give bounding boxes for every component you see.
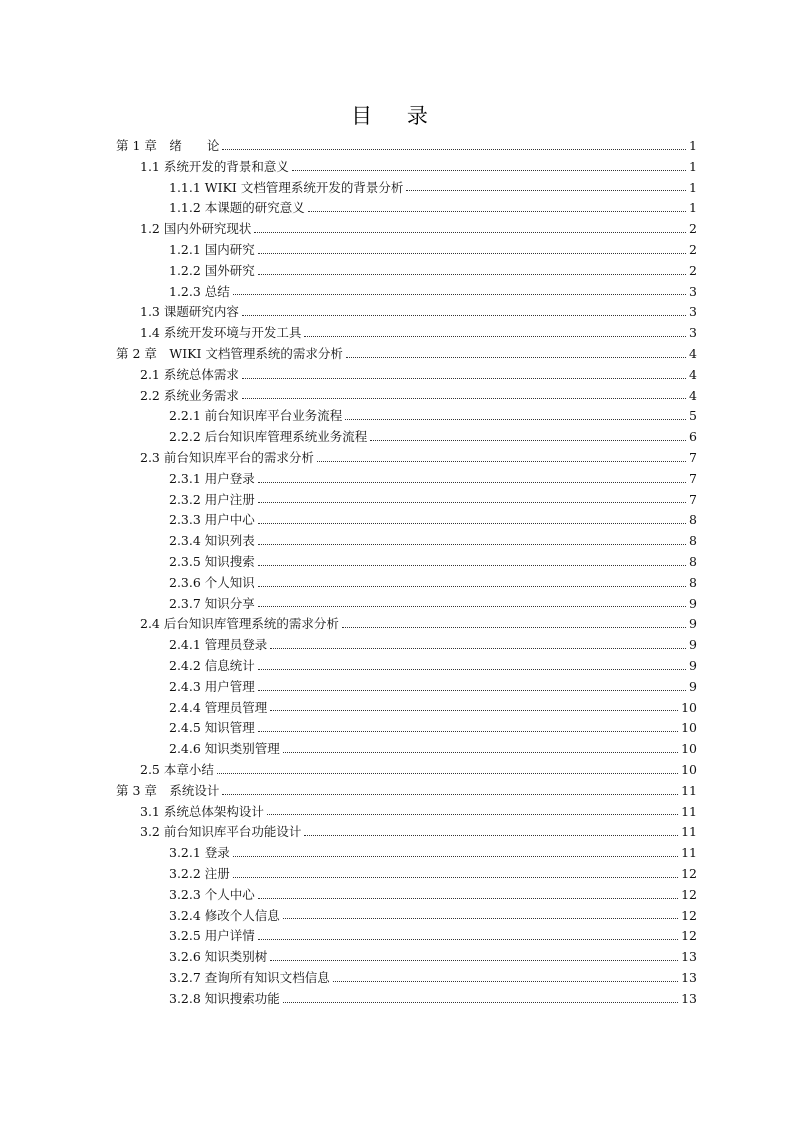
toc-entry-label: 3.2.6 知识类别树 bbox=[169, 949, 268, 965]
toc-entry-page: 8 bbox=[689, 574, 697, 590]
toc-leader-dots bbox=[258, 606, 686, 607]
toc-entry-page: 13 bbox=[681, 970, 697, 985]
toc-entry-page: 11 bbox=[681, 803, 697, 819]
toc-entry-page: 10 bbox=[681, 699, 697, 715]
toc-entry-label: 3.2.8 知识搜索功能 bbox=[169, 990, 280, 1006]
toc-leader-dots bbox=[270, 710, 678, 711]
toc-leader-dots bbox=[345, 419, 686, 420]
toc-entry-label: 2.3.4 知识列表 bbox=[169, 533, 255, 549]
toc-entry-label: 2.3.2 用户注册 bbox=[169, 491, 255, 507]
toc-leader-dots bbox=[258, 523, 686, 524]
toc-entry[interactable] bbox=[169, 261, 697, 282]
toc-entry-label: 3.2.5 用户详情 bbox=[169, 928, 255, 944]
toc-entry-label: 2.3.5 知识搜索 bbox=[169, 554, 255, 569]
toc-leader-dots bbox=[258, 939, 678, 940]
toc-entry-page: 4 bbox=[689, 346, 697, 361]
toc-entry-label: 2.3.6 个人知识 bbox=[169, 574, 255, 590]
toc-leader-dots bbox=[233, 856, 678, 857]
toc-entry-label: 2.3.1 用户登录 bbox=[169, 470, 255, 486]
toc-entry-label: 2.3.7 知识分享 bbox=[169, 595, 255, 611]
toc-entry[interactable] bbox=[169, 240, 697, 261]
toc-entry-page: 11 bbox=[681, 782, 697, 798]
toc-entry[interactable] bbox=[140, 323, 697, 344]
toc-leader-dots bbox=[333, 981, 678, 982]
toc-leader-dots bbox=[370, 440, 686, 441]
toc-entry-page: 9 bbox=[689, 616, 697, 632]
toc-entry[interactable] bbox=[169, 864, 697, 885]
toc-leader-dots bbox=[304, 336, 686, 337]
toc-leader-dots bbox=[222, 149, 686, 150]
toc-entry-page: 13 bbox=[681, 949, 697, 965]
toc-entry-label: 2.4.4 管理员管理 bbox=[169, 699, 268, 715]
toc-entry-page: 8 bbox=[689, 512, 697, 528]
toc-leader-dots bbox=[242, 315, 686, 316]
toc-entry-page: 4 bbox=[689, 366, 697, 382]
toc-entry[interactable] bbox=[169, 739, 697, 760]
toc-entry-label: 1.2.1 国内研究 bbox=[169, 242, 255, 257]
toc-entry-label: 2.4.1 管理员登录 bbox=[169, 637, 268, 653]
toc-entry-label: 1.2 国内外研究现状 bbox=[140, 221, 252, 237]
toc-entry[interactable] bbox=[116, 344, 697, 365]
toc-entry-label: 2.4.3 用户管理 bbox=[169, 678, 255, 694]
toc-entry[interactable] bbox=[116, 136, 697, 157]
toc-entry-page: 1 bbox=[689, 200, 697, 216]
toc-entry-label: 3.1 系统总体架构设计 bbox=[140, 803, 264, 819]
toc-leader-dots bbox=[283, 1002, 678, 1003]
toc-entry-label: 1.3 课题研究内容 bbox=[140, 304, 239, 320]
toc-entry[interactable] bbox=[169, 178, 697, 199]
toc-entry-page: 1 bbox=[689, 179, 697, 195]
toc-entry[interactable] bbox=[169, 885, 697, 906]
toc-entry[interactable] bbox=[169, 490, 697, 511]
toc-entry-label: 2.1 系统总体需求 bbox=[140, 366, 239, 382]
toc-entry-label: 3.2.1 登录 bbox=[169, 845, 230, 861]
toc-entry-label: 2.4.2 信息统计 bbox=[169, 658, 255, 673]
toc-entry-page: 6 bbox=[689, 429, 697, 445]
toc-leader-dots bbox=[258, 482, 686, 483]
toc-leader-dots bbox=[258, 690, 686, 691]
toc-leader-dots bbox=[406, 190, 686, 191]
toc-entry[interactable] bbox=[169, 947, 697, 968]
toc-entry-label: 3.2.4 修改个人信息 bbox=[169, 907, 280, 923]
toc-leader-dots bbox=[258, 565, 686, 566]
toc-leader-dots bbox=[292, 170, 686, 171]
toc-entry-label: 第 3 章 系统设计 bbox=[116, 782, 220, 798]
toc-entry-label: 1.2.2 国外研究 bbox=[169, 262, 255, 278]
toc-entry-page: 5 bbox=[689, 408, 697, 424]
toc-entry[interactable] bbox=[116, 781, 697, 802]
toc-leader-dots bbox=[254, 232, 686, 233]
toc-leader-dots bbox=[267, 814, 678, 815]
toc-entry-label: 1.4 系统开发环境与开发工具 bbox=[140, 325, 302, 341]
toc-entry-page: 10 bbox=[681, 741, 697, 757]
toc-entry[interactable] bbox=[169, 469, 697, 490]
toc-entry[interactable] bbox=[169, 656, 697, 677]
toc-entry[interactable] bbox=[169, 552, 697, 573]
toc-leader-dots bbox=[222, 794, 678, 795]
toc-entry-page: 9 bbox=[689, 678, 697, 694]
toc-entry-page: 1 bbox=[689, 138, 697, 153]
toc-leader-dots bbox=[233, 877, 678, 878]
toc-entry[interactable] bbox=[169, 989, 697, 1010]
toc-leader-dots bbox=[242, 378, 686, 379]
toc-entry-page: 1 bbox=[689, 158, 697, 174]
toc-entry[interactable] bbox=[140, 157, 697, 178]
toc-entry-page: 4 bbox=[689, 387, 697, 403]
toc-entry[interactable] bbox=[140, 760, 697, 781]
toc-entry[interactable] bbox=[169, 198, 697, 219]
toc-entry-page: 7 bbox=[689, 491, 697, 507]
toc-entry[interactable] bbox=[169, 573, 697, 594]
toc-entry-page: 2 bbox=[689, 262, 697, 278]
toc-entry-label: 2.5 本章小结 bbox=[140, 762, 214, 777]
toc-leader-dots bbox=[283, 918, 678, 919]
toc-entry[interactable] bbox=[169, 906, 697, 927]
toc-entry-label: 3.2.2 注册 bbox=[169, 866, 230, 881]
toc-entry-page: 9 bbox=[689, 595, 697, 611]
toc-entry-label: 2.4.6 知识类别管理 bbox=[169, 741, 280, 757]
toc-entry-label: 2.4 后台知识库管理系统的需求分析 bbox=[140, 616, 339, 632]
toc-entry[interactable] bbox=[169, 718, 697, 739]
toc-leader-dots bbox=[258, 274, 686, 275]
toc-title: 目 录 bbox=[351, 104, 442, 128]
toc-entry-label: 3.2 前台知识库平台功能设计 bbox=[140, 824, 302, 840]
toc-leader-dots bbox=[270, 960, 678, 961]
toc-entry-label: 2.4.5 知识管理 bbox=[169, 720, 255, 736]
toc-leader-dots bbox=[258, 898, 678, 899]
toc-leader-dots bbox=[242, 398, 686, 399]
toc-entry[interactable] bbox=[169, 677, 697, 698]
toc-entry[interactable] bbox=[140, 822, 697, 843]
toc-entry-page: 10 bbox=[681, 720, 697, 736]
toc-leader-dots bbox=[308, 211, 686, 212]
toc-entry[interactable] bbox=[169, 843, 697, 864]
toc-entry-page: 2 bbox=[689, 242, 697, 257]
toc-entry-label: 2.3.3 用户中心 bbox=[169, 512, 255, 528]
toc-entry-page: 9 bbox=[689, 637, 697, 653]
toc-entry[interactable] bbox=[140, 219, 697, 240]
toc-leader-dots bbox=[270, 648, 686, 649]
toc-entry[interactable] bbox=[140, 614, 697, 635]
toc-leader-dots bbox=[217, 773, 678, 774]
toc-entry-page: 13 bbox=[681, 990, 697, 1006]
toc-entry[interactable] bbox=[169, 698, 697, 719]
toc-entry-page: 9 bbox=[689, 658, 697, 673]
toc-entry[interactable] bbox=[169, 594, 697, 615]
toc-entry-page: 8 bbox=[689, 533, 697, 549]
toc-entry-label: 2.3 前台知识库平台的需求分析 bbox=[140, 450, 314, 465]
toc-leader-dots bbox=[346, 357, 686, 358]
toc-entry-label: 1.2.3 总结 bbox=[169, 283, 230, 299]
toc-entry-label: 1.1.1 WIKI 文档管理系统开发的背景分析 bbox=[169, 179, 404, 195]
toc-entry-label: 1.1 系统开发的背景和意义 bbox=[140, 158, 289, 174]
toc-entry[interactable] bbox=[140, 448, 697, 469]
toc-leader-dots bbox=[258, 502, 686, 503]
toc-entry[interactable] bbox=[140, 302, 697, 323]
toc-entry-page: 3 bbox=[689, 325, 697, 341]
toc-leader-dots bbox=[317, 461, 686, 462]
toc-entry-label: 2.2.1 前台知识库平台业务流程 bbox=[169, 408, 343, 424]
toc-entry[interactable] bbox=[140, 386, 697, 407]
toc-entry[interactable] bbox=[140, 802, 697, 823]
toc-leader-dots bbox=[233, 294, 686, 295]
toc-entry-page: 7 bbox=[689, 470, 697, 486]
toc-leader-dots bbox=[342, 627, 686, 628]
toc-entry-label: 2.2 系统业务需求 bbox=[140, 387, 239, 403]
toc-entry-page: 3 bbox=[689, 283, 697, 299]
toc-entry-page: 3 bbox=[689, 304, 697, 320]
toc-leader-dots bbox=[258, 731, 678, 732]
toc-entry[interactable] bbox=[169, 926, 697, 947]
toc-entry-page: 7 bbox=[689, 450, 697, 465]
toc-entry[interactable] bbox=[169, 282, 697, 303]
toc-leader-dots bbox=[304, 835, 678, 836]
toc-entry[interactable] bbox=[169, 968, 697, 989]
toc-entry[interactable] bbox=[140, 365, 697, 386]
toc-entry-label: 3.2.3 个人中心 bbox=[169, 886, 255, 902]
toc-leader-dots bbox=[283, 752, 678, 753]
toc-entry-page: 10 bbox=[681, 762, 697, 777]
toc-entry-page: 12 bbox=[681, 886, 697, 902]
toc-entry[interactable] bbox=[169, 406, 697, 427]
toc-entry-label: 1.1.2 本课题的研究意义 bbox=[169, 200, 305, 216]
toc-entry[interactable] bbox=[169, 635, 697, 656]
toc-entry[interactable] bbox=[169, 427, 697, 448]
toc-entry-page: 12 bbox=[681, 866, 697, 881]
toc-entry-page: 11 bbox=[681, 824, 697, 840]
toc-leader-dots bbox=[258, 253, 686, 254]
toc-entry-page: 2 bbox=[689, 221, 697, 237]
toc-entry-label: 第 2 章 WIKI 文档管理系统的需求分析 bbox=[116, 346, 343, 361]
toc-entry-label: 2.2.2 后台知识库管理系统业务流程 bbox=[169, 429, 368, 445]
toc-leader-dots bbox=[258, 544, 686, 545]
toc-entry-label: 3.2.7 查询所有知识文档信息 bbox=[169, 970, 330, 985]
toc-entry-label: 第 1 章 绪 论 bbox=[116, 138, 220, 153]
toc-entry[interactable] bbox=[169, 510, 697, 531]
toc-leader-dots bbox=[258, 669, 686, 670]
toc-entry-page: 12 bbox=[681, 907, 697, 923]
toc-entry-page: 8 bbox=[689, 554, 697, 569]
toc-entry-page: 12 bbox=[681, 928, 697, 944]
toc-entry-page: 11 bbox=[681, 845, 697, 861]
toc-entry[interactable] bbox=[169, 531, 697, 552]
toc-leader-dots bbox=[258, 586, 686, 587]
